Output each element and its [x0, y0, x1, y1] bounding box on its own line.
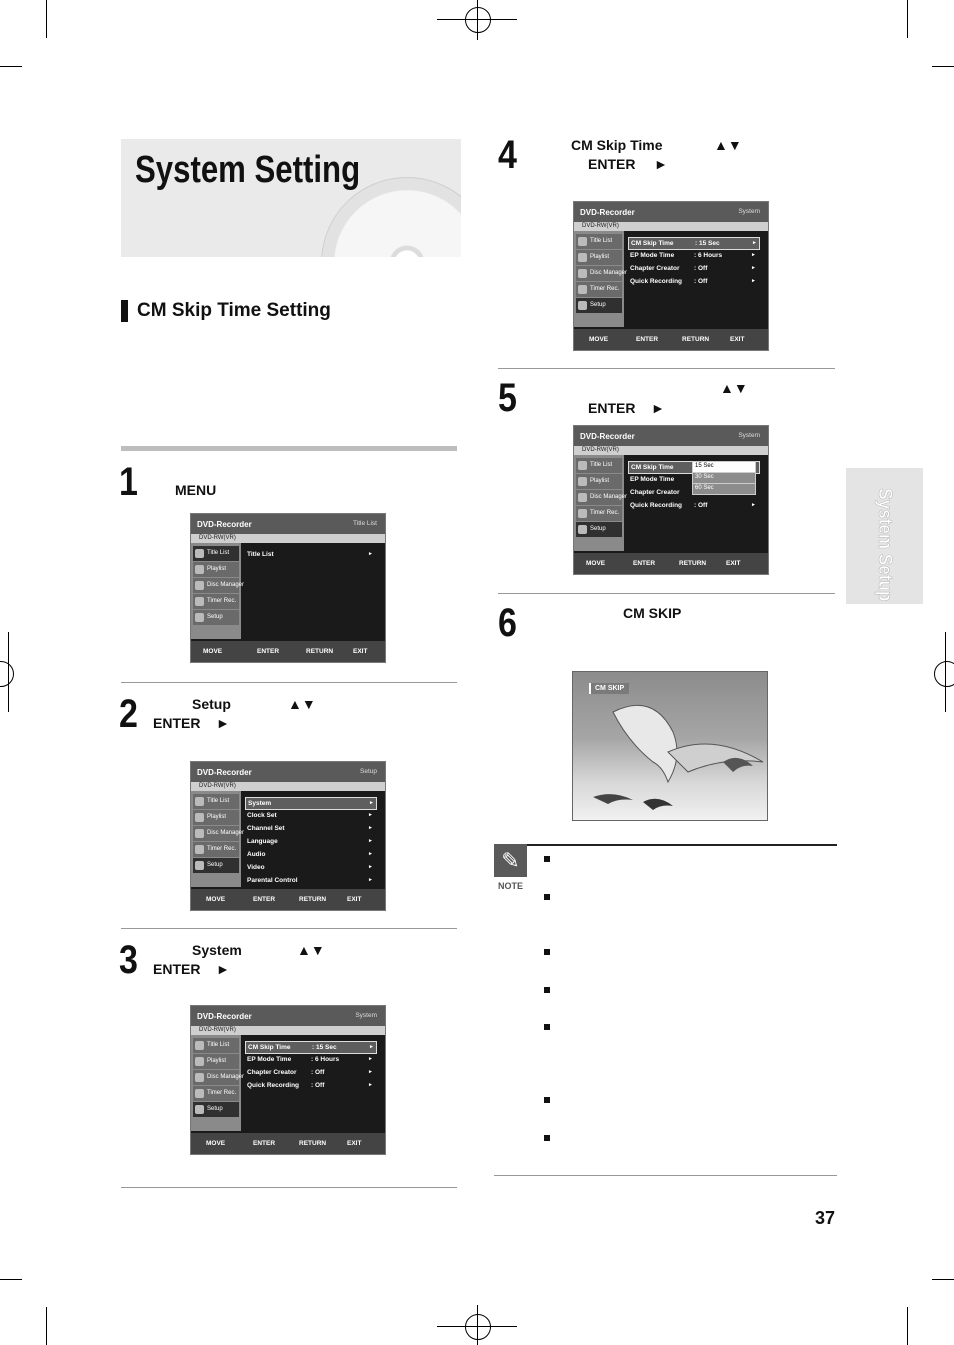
step-arrows: ▲▼: [714, 137, 742, 153]
side-tab: [846, 468, 923, 604]
crop-mark: [46, 1307, 47, 1345]
bullet-icon: [544, 987, 550, 993]
osd-screen-cm-skip-options: DVD-Recorder System DVD-RW(VR) Title List Playlist Disc Manager Timer Rec. Setup CM Skip Time EP Mode Time Chapter Creator Quick Recording : Off ► 15 Sec 30 Sec 60 Sec MOVE ENTER RETURN EXIT: [573, 425, 769, 575]
crop-mark: [46, 0, 47, 38]
step-right-arrow: ►: [216, 961, 230, 977]
osd-disc: DVD-RW(VR): [199, 535, 236, 541]
osd-screen-title-list: DVD-Recorder Title List DVD-RW(VR) Title List Playlist Disc Manager Timer Rec. Setup Title List ► MOVE ENTER RETURN EXIT: [190, 513, 386, 663]
osd-menu-disc-manager: Disc Manager: [193, 578, 239, 593]
osd-screen-cm-skip-time: DVD-Recorder System DVD-RW(VR) Title List Playlist Disc Manager Timer Rec. Setup CM Skip Time : 15 Sec ► EP Mode Time : 6 Hours ► Chapter Creator : Off ► Quick Recording : Off ► MOVE ENTER RETURN EXIT: [573, 201, 769, 351]
step-arrows: ▲▼: [297, 942, 325, 958]
page-number: 37: [815, 1208, 836, 1228]
step-arrows: ▲▼: [288, 696, 316, 712]
registration-mark: [934, 661, 954, 687]
osd-option: 60 Sec: [692, 483, 756, 495]
registration-mark: [465, 1314, 491, 1340]
osd-option: 30 Sec: [692, 472, 756, 484]
step-instruction: System: [192, 942, 242, 958]
divider: [121, 1187, 457, 1188]
crop-mark: [932, 1279, 954, 1280]
page-title: System Setting: [135, 149, 361, 191]
step-instruction: CM Skip Time: [571, 137, 663, 153]
step-right-arrow: ►: [651, 400, 665, 416]
step-enter: ENTER: [153, 715, 201, 731]
osd-menu-title-list: Title List: [193, 546, 239, 561]
divider: [498, 593, 835, 594]
divider: [121, 446, 457, 451]
divider: [121, 928, 457, 929]
side-tab-label: System Setup: [874, 488, 895, 602]
bullet-icon: [544, 856, 550, 862]
step-number: 5: [498, 376, 517, 420]
osd-option-selected: 15 Sec: [692, 461, 756, 473]
cm-skip-osd-tag: CM SKIP: [589, 683, 629, 694]
osd-menu-playlist: Playlist: [193, 562, 239, 577]
step-enter: ENTER: [588, 400, 636, 416]
osd-screen-setup: DVD-Recorder Setup DVD-RW(VR) Title List Playlist Disc Manager Timer Rec. Setup System ► Clock Set ► Channel Set ► Language ► Audio ► Video ► Parental Control ► MOVE ENTER RETURN EXIT: [190, 761, 386, 911]
osd-mode: Title List: [353, 520, 377, 527]
crop-mark: [0, 66, 22, 67]
step-instruction: CM SKIP: [623, 605, 682, 621]
crop-mark: [932, 66, 954, 67]
step-instruction: MENU: [175, 482, 217, 498]
registration-mark: [0, 661, 14, 687]
seagull-photo: [572, 671, 768, 821]
note-label: NOTE: [498, 881, 524, 891]
osd-menu-setup: Setup: [193, 610, 239, 625]
bullet-icon: [544, 1024, 550, 1030]
note-rule: [527, 844, 837, 846]
registration-line: [477, 1305, 478, 1345]
step-arrows: ▲▼: [720, 380, 748, 396]
osd-menu-timer-rec: Timer Rec.: [193, 594, 239, 609]
osd-row: Title List ►: [247, 551, 373, 558]
step-number: 2: [119, 692, 138, 736]
step-number: 3: [119, 938, 138, 982]
divider: [498, 368, 835, 369]
divider: [494, 1175, 837, 1176]
crop-mark: [907, 0, 908, 38]
step-instruction: Setup: [192, 696, 231, 712]
step-number: 1: [119, 460, 138, 504]
step-number: 4: [498, 133, 517, 177]
note-pencil-icon: ✎: [494, 844, 527, 877]
step-enter: ENTER: [153, 961, 201, 977]
registration-mark: [465, 7, 491, 33]
bullet-icon: [544, 1135, 550, 1141]
osd-row-selected: System ►: [245, 797, 377, 810]
step-right-arrow: ►: [654, 156, 668, 172]
bullet-icon: [544, 949, 550, 955]
osd-screen-system: DVD-Recorder System DVD-RW(VR) Title List Playlist Disc Manager Timer Rec. Setup CM Skip Time : 15 Sec ► EP Mode Time : 6 Hours ► Chapter Creator : Off ► Quick Recording : Off ► MOVE ENTER RETURN EXIT: [190, 1005, 386, 1155]
osd-brand: DVD-Recorder: [197, 520, 252, 529]
crop-mark: [0, 1279, 22, 1280]
bullet-icon: [544, 1097, 550, 1103]
registration-line: [945, 632, 946, 712]
divider: [121, 682, 457, 683]
crop-mark: [907, 1307, 908, 1345]
registration-line: [477, 0, 478, 40]
title-banner: [121, 139, 461, 257]
registration-line: [8, 632, 9, 712]
seagull-illustration: [573, 672, 767, 820]
step-right-arrow: ►: [216, 715, 230, 731]
step-enter: ENTER: [588, 156, 636, 172]
bullet-icon: [544, 894, 550, 900]
section-heading-text: CM Skip Time Setting: [137, 300, 331, 321]
step-number: 6: [498, 601, 517, 645]
